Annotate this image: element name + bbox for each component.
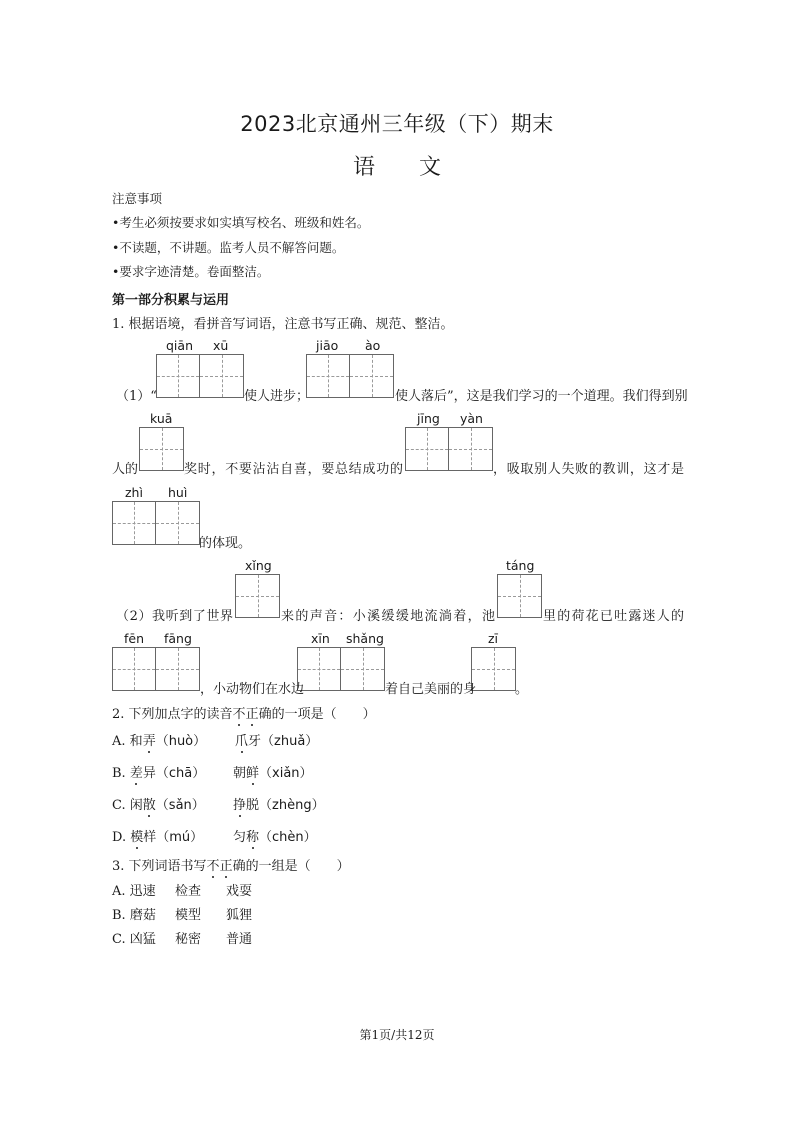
option-word: 迅速 — [129, 884, 156, 899]
page-title: 2023北京通州三年级（下）期末 — [240, 112, 554, 136]
notice-item: •不读题，不讲题。监考人员不解答问题。 — [112, 240, 345, 255]
text-segment: 人的 — [112, 462, 139, 477]
pinyin-label: xū — [213, 338, 229, 353]
notice-item: •要求字迹清楚。卷面整洁。 — [112, 264, 270, 279]
stem-part: 2. 下列加点字的读音 — [112, 707, 233, 722]
grid-cell[interactable] — [236, 575, 279, 617]
option-b-word-2 — [233, 762, 313, 781]
pinyin-label: jīng — [417, 411, 440, 426]
pinyin-label: fāng — [164, 631, 192, 646]
option-b[interactable] — [112, 904, 156, 923]
pinyin-label: kuā — [150, 411, 173, 426]
grid-cell[interactable] — [498, 575, 541, 617]
option-label: B. — [112, 908, 126, 923]
part-heading: 第一部分积累与运用 — [112, 293, 230, 308]
option-label: A. — [112, 884, 126, 899]
word-char: 朝 — [233, 766, 247, 781]
word-char: 样 — [143, 830, 157, 845]
question-1-stem: 1. 根据语境，看拼音写词语，注意书写正确、规范、整洁。 — [112, 317, 454, 332]
grid-cell[interactable] — [472, 648, 515, 690]
word-char: 牙 — [248, 734, 262, 749]
emphasis-char: 不 — [207, 855, 220, 874]
notice-item: •考生必须按要求如实填写校名、班级和姓名。 — [112, 215, 370, 230]
option-c[interactable] — [112, 928, 156, 947]
writing-grid-xing[interactable] — [235, 574, 280, 618]
option-a[interactable] — [112, 880, 156, 899]
writing-grid-zi[interactable] — [471, 647, 516, 691]
pinyin-label: qiān — [166, 338, 193, 353]
grid-cell[interactable] — [406, 428, 449, 470]
text-segment: ，小动物们在水边 — [200, 682, 305, 697]
option-pinyin: （zhèng） — [259, 798, 325, 813]
option-d-word-2 — [233, 826, 317, 845]
word-char: 匀 — [233, 830, 247, 845]
text-segment: 的体现。 — [199, 536, 252, 551]
writing-grid-fenfang[interactable] — [112, 647, 200, 691]
writing-grid-zhihui[interactable] — [112, 501, 200, 545]
grid-cell[interactable] — [113, 502, 156, 544]
emphasis-char: 正 — [246, 703, 259, 722]
option-label: C. — [112, 932, 126, 947]
text-segment: 使人落后”，这是我们学习的一个道理。我们得到别 — [395, 389, 688, 404]
dotted-char: 差 — [130, 762, 143, 781]
option-label: D. — [112, 830, 127, 845]
dotted-char: 散 — [143, 794, 156, 813]
option-pinyin: （mú） — [156, 830, 204, 845]
option-b[interactable] — [112, 762, 205, 781]
stem-part: 确的一项是（ ） — [258, 707, 376, 722]
pinyin-label: xīn — [311, 631, 330, 646]
page-number: 第1页/共12页 — [359, 1028, 435, 1042]
notice-heading: 注意事项 — [112, 191, 163, 206]
emphasis-char: 不 — [233, 703, 246, 722]
option-label: C. — [112, 798, 126, 813]
grid-cell[interactable] — [140, 428, 183, 470]
pinyin-label: táng — [506, 558, 535, 573]
text-segment: 里的荷花已吐露迷人的 — [543, 609, 684, 624]
word-char: 异 — [142, 766, 156, 781]
text-segment: 。 — [515, 682, 529, 697]
option-pinyin: （sǎn） — [155, 798, 205, 813]
stem-part: 确的一组是（ ） — [232, 859, 350, 874]
option-a[interactable] — [112, 730, 206, 749]
emphasis-char: 正 — [220, 855, 233, 874]
option-word: 凶猛 — [129, 932, 156, 947]
option-d[interactable] — [112, 826, 203, 845]
writing-grid-jingyan[interactable] — [405, 427, 493, 471]
pinyin-label: fēn — [124, 631, 145, 646]
option-word: 秘密 — [175, 932, 202, 947]
stem-part: 3. 下列词语书写 — [112, 859, 207, 874]
grid-cell[interactable] — [200, 355, 243, 397]
word-char: 闲 — [129, 798, 143, 813]
word-char: 脱 — [246, 798, 260, 813]
pinyin-label: zhì — [125, 485, 143, 500]
dotted-char: 称 — [246, 826, 259, 845]
option-label: A. — [112, 734, 126, 749]
grid-cell[interactable] — [298, 648, 341, 690]
pinyin-label: zī — [488, 631, 499, 646]
dotted-char: 鲜 — [246, 762, 259, 781]
dotted-char: 挣 — [233, 794, 246, 813]
option-pinyin: （xiǎn） — [259, 766, 313, 781]
option-word: 戏耍 — [226, 884, 253, 899]
option-label: B. — [112, 766, 126, 781]
pinyin-label: yàn — [460, 411, 483, 426]
option-word: 普通 — [226, 932, 253, 947]
dotted-char: 弄 — [143, 730, 156, 749]
option-pinyin: （chā） — [155, 766, 206, 781]
option-pinyin: （zhuǎ） — [261, 734, 319, 749]
writing-grid-tang[interactable] — [497, 574, 542, 618]
question-3-stem — [112, 855, 350, 874]
text-segment: （1）“ — [116, 389, 157, 404]
pinyin-label: jiāo — [316, 338, 339, 353]
writing-grid-kua[interactable] — [139, 427, 184, 471]
writing-grid-qianxu[interactable] — [156, 354, 244, 398]
grid-cell[interactable] — [341, 648, 384, 690]
text-segment: 着自己美丽的身 — [385, 682, 477, 697]
writing-grid-jiaoao[interactable] — [306, 354, 394, 398]
dotted-char: 爪 — [235, 730, 248, 749]
option-a-word-2 — [235, 730, 318, 749]
pinyin-label: shǎng — [346, 631, 384, 646]
grid-cell[interactable] — [449, 428, 492, 470]
option-pinyin: （huò） — [155, 734, 207, 749]
pinyin-label: huì — [168, 485, 188, 500]
question-2-stem — [112, 703, 376, 722]
grid-cell[interactable] — [307, 355, 350, 397]
option-c-word-2 — [233, 794, 325, 813]
text-segment: （2）我听到了世界 — [116, 609, 233, 624]
grid-cell[interactable] — [156, 648, 199, 690]
option-c[interactable] — [112, 794, 205, 813]
option-pinyin: （chèn） — [259, 830, 317, 845]
option-word: 磨菇 — [129, 908, 156, 923]
grid-cell[interactable] — [157, 355, 200, 397]
pinyin-label: ào — [365, 338, 381, 353]
subject-title: 语 文 — [352, 155, 441, 180]
text-segment: 使人进步； — [244, 389, 310, 404]
text-segment: 奖时，不要沾沾自喜，要总结成功的 — [184, 462, 403, 477]
pinyin-label: xǐng — [245, 558, 272, 573]
option-word: 检查 — [175, 884, 202, 899]
grid-cell[interactable] — [113, 648, 156, 690]
option-word: 模型 — [175, 908, 202, 923]
grid-cell[interactable] — [350, 355, 393, 397]
word-char: 和 — [129, 734, 143, 749]
dotted-char: 模 — [130, 826, 143, 845]
text-segment: ，吸取别人失败的教训，这才是 — [493, 462, 684, 477]
option-word: 狐狸 — [226, 908, 253, 923]
writing-grid-xinshang[interactable] — [297, 647, 385, 691]
text-segment: 来的声音：小溪缓缓地流淌着，池 — [281, 609, 495, 624]
grid-cell[interactable] — [156, 502, 199, 544]
